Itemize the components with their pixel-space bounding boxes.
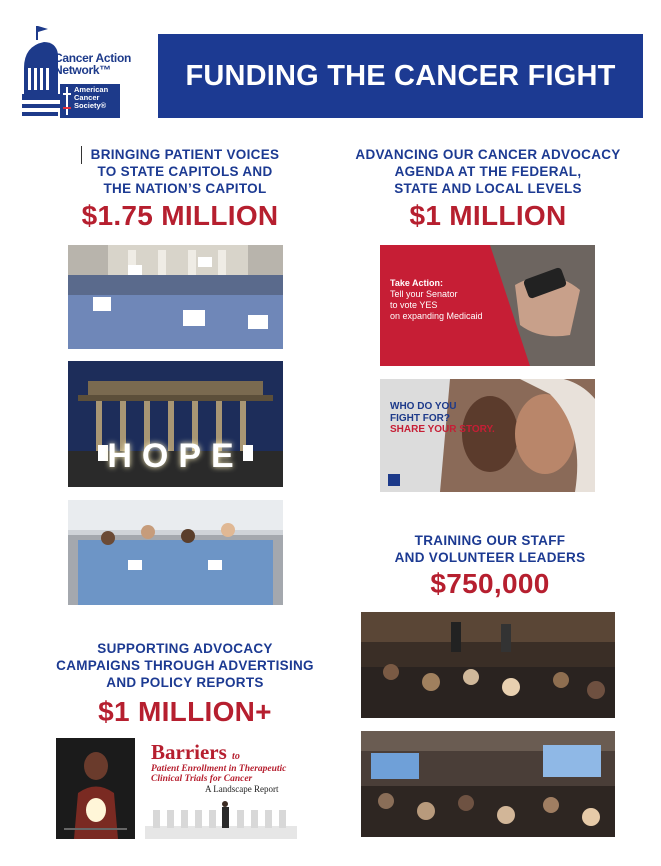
advocates-cheering-photo — [68, 500, 283, 605]
report-title-to: to — [232, 751, 240, 762]
acs-logo-box — [60, 84, 120, 118]
take-action-medicaid-ad — [380, 245, 595, 366]
sword-icon — [63, 87, 71, 115]
advocacy-campaign-poster — [56, 738, 135, 839]
share-story-line-1: WHO DO YOU — [390, 401, 457, 412]
campaigns-amount: $1 MILLION+ — [98, 696, 272, 727]
take-action-line-3: to vote YES — [390, 300, 438, 310]
conference-room-photo — [361, 731, 615, 837]
campaigns-heading: SUPPORTING ADVOCACY CAMPAIGNS THROUGH ADVERTISING AND POLICY REPORTS — [56, 641, 314, 690]
training-heading: TRAINING OUR STAFF AND VOLUNTEER LEADERS — [394, 533, 586, 565]
acs-line-1: American — [74, 85, 109, 94]
advocates-capitol-steps-photo — [68, 245, 283, 349]
cancer-action-network-logo — [22, 24, 144, 124]
logo-name — [54, 52, 131, 76]
report-subtitle-line-2: Clinical Trials for Cancer — [151, 774, 253, 784]
hope-letters: HOPE — [107, 437, 244, 475]
report-subtitle-line-3: A Landscape Report — [205, 784, 279, 794]
share-your-story-ad — [380, 379, 595, 492]
take-action-line-1: Take Action: — [390, 278, 444, 288]
advocacy-agenda-amount: $1 MILLION — [409, 200, 567, 231]
report-title — [151, 740, 240, 765]
page-title: FUNDING THE CANCER FIGHT — [158, 34, 643, 118]
take-action-line-4: on expanding Medicaid — [390, 311, 483, 321]
acs-line-3: Society® — [74, 101, 107, 110]
patient-voices-heading: BRINGING PATIENT VOICES TO STATE CAPITOLS AND THE NATION’S CAPITOL — [90, 147, 280, 196]
share-story-line-3: SHARE YOUR STORY. — [390, 424, 495, 435]
report-subtitle — [151, 764, 286, 784]
patient-voices-amount: $1.75 MILLION — [81, 200, 279, 231]
take-action-text — [390, 278, 483, 322]
training-session-photo — [361, 612, 615, 718]
logo-name-line-2: Network™ — [54, 63, 111, 77]
training-amount: $750,000 — [430, 568, 550, 599]
report-subtitle-line-1: Patient Enrollment in Therapeutic — [151, 764, 287, 774]
share-story-text — [390, 401, 495, 436]
share-story-line-2: FIGHT FOR? — [390, 412, 450, 424]
acs-line-2: Cancer — [74, 93, 100, 102]
hope-lights-memorial-photo — [68, 361, 283, 487]
report-title-main: Barriers — [151, 740, 227, 764]
take-action-line-2: Tell your Senator — [390, 289, 458, 299]
report-chairs-illustration — [145, 796, 297, 839]
logo-name-line-1: Cancer Action — [54, 51, 132, 65]
barriers-report-cover — [145, 738, 297, 839]
advocacy-agenda-heading: ADVANCING OUR CANCER ADVOCACY AGENDA AT THE FEDERAL, STATE AND LOCAL LEVELS — [355, 147, 621, 196]
